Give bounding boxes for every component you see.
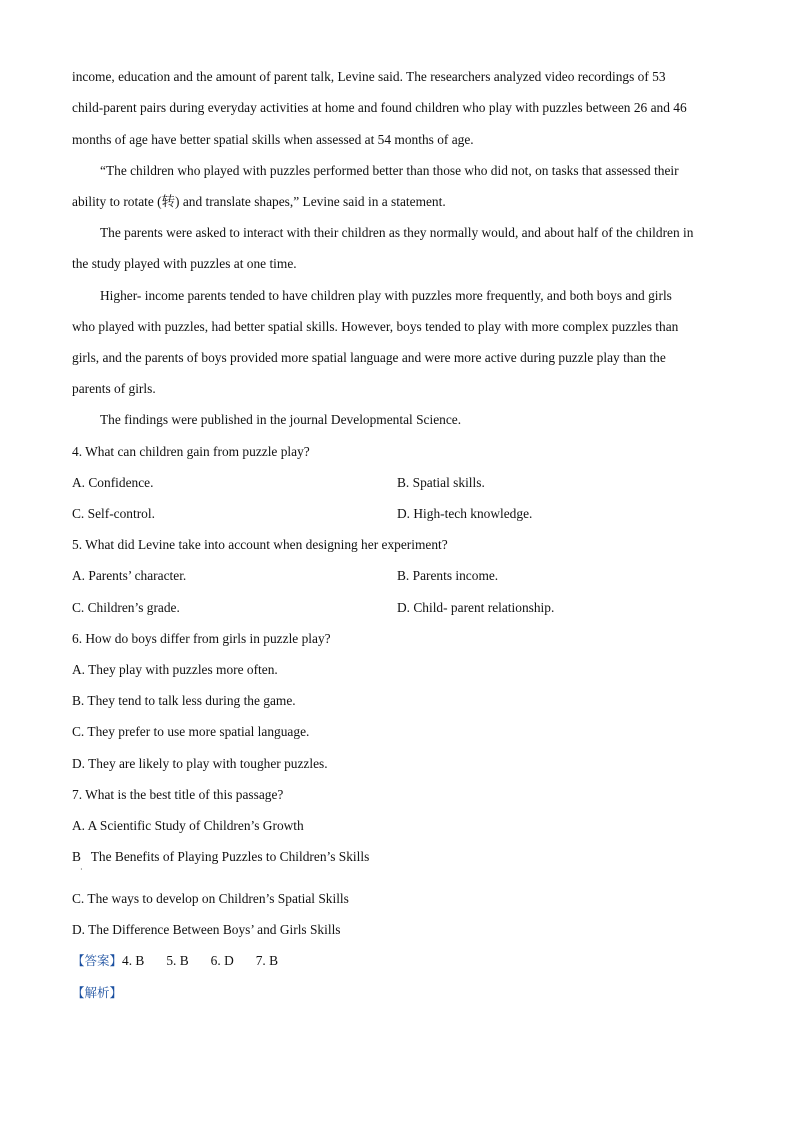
answer-item: 4. B bbox=[122, 953, 145, 968]
question-5-option-d: D. Child- parent relationship. bbox=[397, 600, 555, 615]
passage-line: months of age have better spatial skills when assessed at 54 months of age. bbox=[72, 132, 474, 147]
question-7-option-c: C. The ways to develop on Children’s Spatial Skills bbox=[72, 891, 349, 906]
question-7-option-b: B The Benefits of Playing Puzzles to Children’s Skills bbox=[72, 849, 370, 864]
question-5-stem: 5. What did Levine take into account when designing her experiment? bbox=[72, 537, 448, 552]
question-6-option-a: A. They play with puzzles more often. bbox=[72, 662, 278, 677]
question-4-option-b: B. Spatial skills. bbox=[397, 475, 485, 490]
answer-item: 6. D bbox=[210, 953, 234, 968]
passage-line: The findings were published in the journal Developmental Science. bbox=[100, 412, 462, 427]
question-6-option-c: C. They prefer to use more spatial language. bbox=[72, 724, 310, 739]
question-4-option-c: C. Self-control. bbox=[72, 506, 155, 521]
question-5-option-a: A. Parents’ character. bbox=[72, 568, 187, 583]
question-4-option-d: D. High-tech knowledge. bbox=[397, 506, 533, 521]
question-5-option-c: C. Children’s grade. bbox=[72, 600, 180, 615]
question-7-stem: 7. What is the best title of this passage? bbox=[72, 787, 284, 802]
question-7-option-d: D. The Difference Between Boys’ and Girls Skills bbox=[72, 922, 341, 937]
passage-line: who played with puzzles, had better spatial skills. However, boys tended to play with more complex puzzles than bbox=[72, 319, 679, 334]
analysis-line bbox=[72, 984, 122, 1002]
passage-line: the study played with puzzles at one time. bbox=[72, 256, 297, 271]
question-4-option-a: A. Confidence. bbox=[72, 475, 154, 490]
answer-line bbox=[72, 952, 278, 970]
question-4-stem: 4. What can children gain from puzzle play? bbox=[72, 444, 310, 459]
answer-tag: 【答案】 bbox=[72, 953, 123, 968]
passage-line: ability to rotate (转) and translate shapes,” Levine said in a statement. bbox=[72, 194, 446, 209]
passage-line: income, education and the amount of parent talk, Levine said. The researchers analyzed video recordings of 53 bbox=[72, 69, 666, 84]
question-6-option-b: B. They tend to talk less during the game. bbox=[72, 693, 296, 708]
passage-line: child-parent pairs during everyday activities at home and found children who play with puzzles between 26 and 46 bbox=[72, 100, 687, 115]
passage-line: Higher- income parents tended to have children play with puzzles more frequently, and both boys and girls bbox=[100, 288, 672, 303]
passage-line: parents of girls. bbox=[72, 381, 156, 396]
question-5-option-b: B. Parents income. bbox=[397, 568, 499, 583]
question-6-option-d: D. They are likely to play with tougher puzzles. bbox=[72, 756, 328, 771]
stray-dot-mark: · bbox=[80, 865, 83, 874]
question-6-stem: 6. How do boys differ from girls in puzzle play? bbox=[72, 631, 331, 646]
answer-item: 5. B bbox=[166, 953, 189, 968]
passage-line: “The children who played with puzzles performed better than those who did not, on tasks that assessed their bbox=[100, 163, 679, 178]
passage-line: The parents were asked to interact with their children as they normally would, and about half of the children in bbox=[100, 225, 694, 240]
passage-line: girls, and the parents of boys provided more spatial language and were more active during puzzle play than the bbox=[72, 350, 666, 365]
analysis-tag: 【解析】 bbox=[72, 985, 123, 1000]
question-7-option-a: A. A Scientific Study of Children’s Growth bbox=[72, 818, 304, 833]
answer-item: 7. B bbox=[255, 953, 279, 968]
